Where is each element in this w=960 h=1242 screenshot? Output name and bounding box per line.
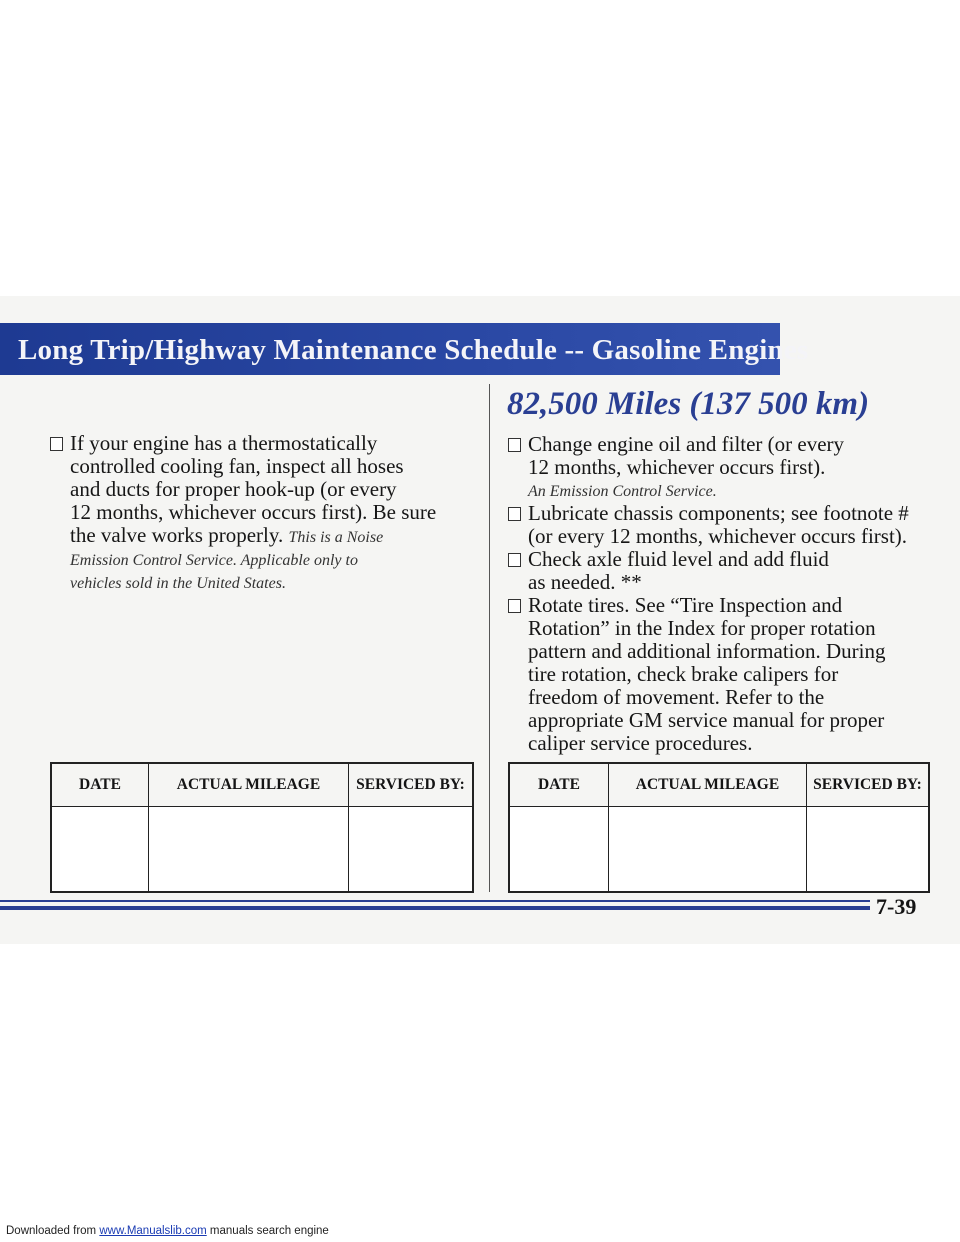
- service-log-table-right: [508, 762, 930, 893]
- checkbox-icon[interactable]: [50, 437, 63, 451]
- footer-prefix: Downloaded from: [6, 1225, 97, 1237]
- item-line: freedom of movement. Refer to the: [528, 685, 825, 709]
- column-header-date: DATE: [51, 763, 149, 807]
- checkbox-icon[interactable]: [508, 438, 521, 452]
- item-line: (or every 12 months, whichever occurs first).: [528, 524, 908, 548]
- checkbox-icon[interactable]: [508, 553, 521, 567]
- item-line: 12 months, whichever occurs first). Be sure: [70, 500, 437, 524]
- checklist-item-rotate-tires: [508, 594, 948, 756]
- note-line: vehicles sold in the United States.: [70, 575, 286, 592]
- item-line: the valve works properly.: [70, 523, 284, 547]
- checklist-item-cooling-fan: [50, 432, 480, 602]
- serviced-by-cell[interactable]: [807, 807, 930, 893]
- item-line: as needed. **: [528, 570, 642, 594]
- item-line: Check axle fluid level and add fluid: [528, 547, 829, 571]
- item-line: controlled cooling fan, inspect all hoses: [70, 454, 404, 478]
- item-line: and ducts for proper hook-up (or every: [70, 477, 397, 501]
- emission-control-note: An Emission Control Service.: [528, 483, 717, 500]
- footer-suffix: manuals search engine: [209, 1225, 329, 1237]
- column-header-date: DATE: [509, 763, 609, 807]
- item-line: caliper service procedures.: [528, 731, 753, 755]
- column-header-actual-mileage: ACTUAL MILEAGE: [149, 763, 349, 807]
- item-line: If your engine has a thermostatically: [70, 431, 378, 455]
- mileage-cell[interactable]: [149, 807, 349, 893]
- section-title-82500-miles: 82,500 Miles (137 500 km): [507, 386, 870, 422]
- serviced-by-cell[interactable]: [349, 807, 474, 893]
- item-line: appropriate GM service manual for proper: [528, 708, 885, 732]
- bottom-rule-thin: [0, 900, 870, 902]
- checklist-item-engine-oil: [508, 433, 948, 481]
- column-header-serviced-by: SERVICED BY:: [349, 763, 474, 807]
- item-line: Rotation” in the Index for proper rotation: [528, 616, 876, 640]
- page-title: Long Trip/Highway Maintenance Schedule -- Gasoline Engines: [18, 334, 809, 366]
- column-header-serviced-by: SERVICED BY:: [807, 763, 930, 807]
- download-footer: [6, 1222, 606, 1240]
- note-line: Emission Control Service. Applicable only to: [70, 552, 358, 569]
- mileage-cell[interactable]: [609, 807, 807, 893]
- page-number: 7-39: [876, 894, 917, 919]
- item-line: Rotate tires. See “Tire Inspection and: [528, 593, 843, 617]
- item-line: 12 months, whichever occurs first).: [528, 455, 826, 479]
- column-header-actual-mileage: ACTUAL MILEAGE: [609, 763, 807, 807]
- item-line-with-note: [70, 524, 490, 549]
- checklist-item-axle-fluid: [508, 548, 948, 596]
- service-log-table-left: [50, 762, 474, 893]
- bottom-rule-thick: [0, 906, 870, 910]
- date-cell[interactable]: [51, 807, 149, 893]
- noise-emission-note: This is a Noise: [288, 529, 384, 546]
- item-line: Change engine oil and filter (or every: [528, 432, 845, 456]
- item-line: pattern and additional information. During: [528, 639, 886, 663]
- item-line: tire rotation, check brake calipers for: [528, 662, 839, 686]
- checklist-item-lubricate-chassis: [508, 502, 948, 550]
- checkbox-icon[interactable]: [508, 507, 521, 521]
- checkbox-icon[interactable]: [508, 599, 521, 613]
- date-cell[interactable]: [509, 807, 609, 893]
- manualslib-link[interactable]: www.Manualslib.com: [99, 1225, 207, 1237]
- item-line: Lubricate chassis components; see footnote #: [528, 501, 909, 525]
